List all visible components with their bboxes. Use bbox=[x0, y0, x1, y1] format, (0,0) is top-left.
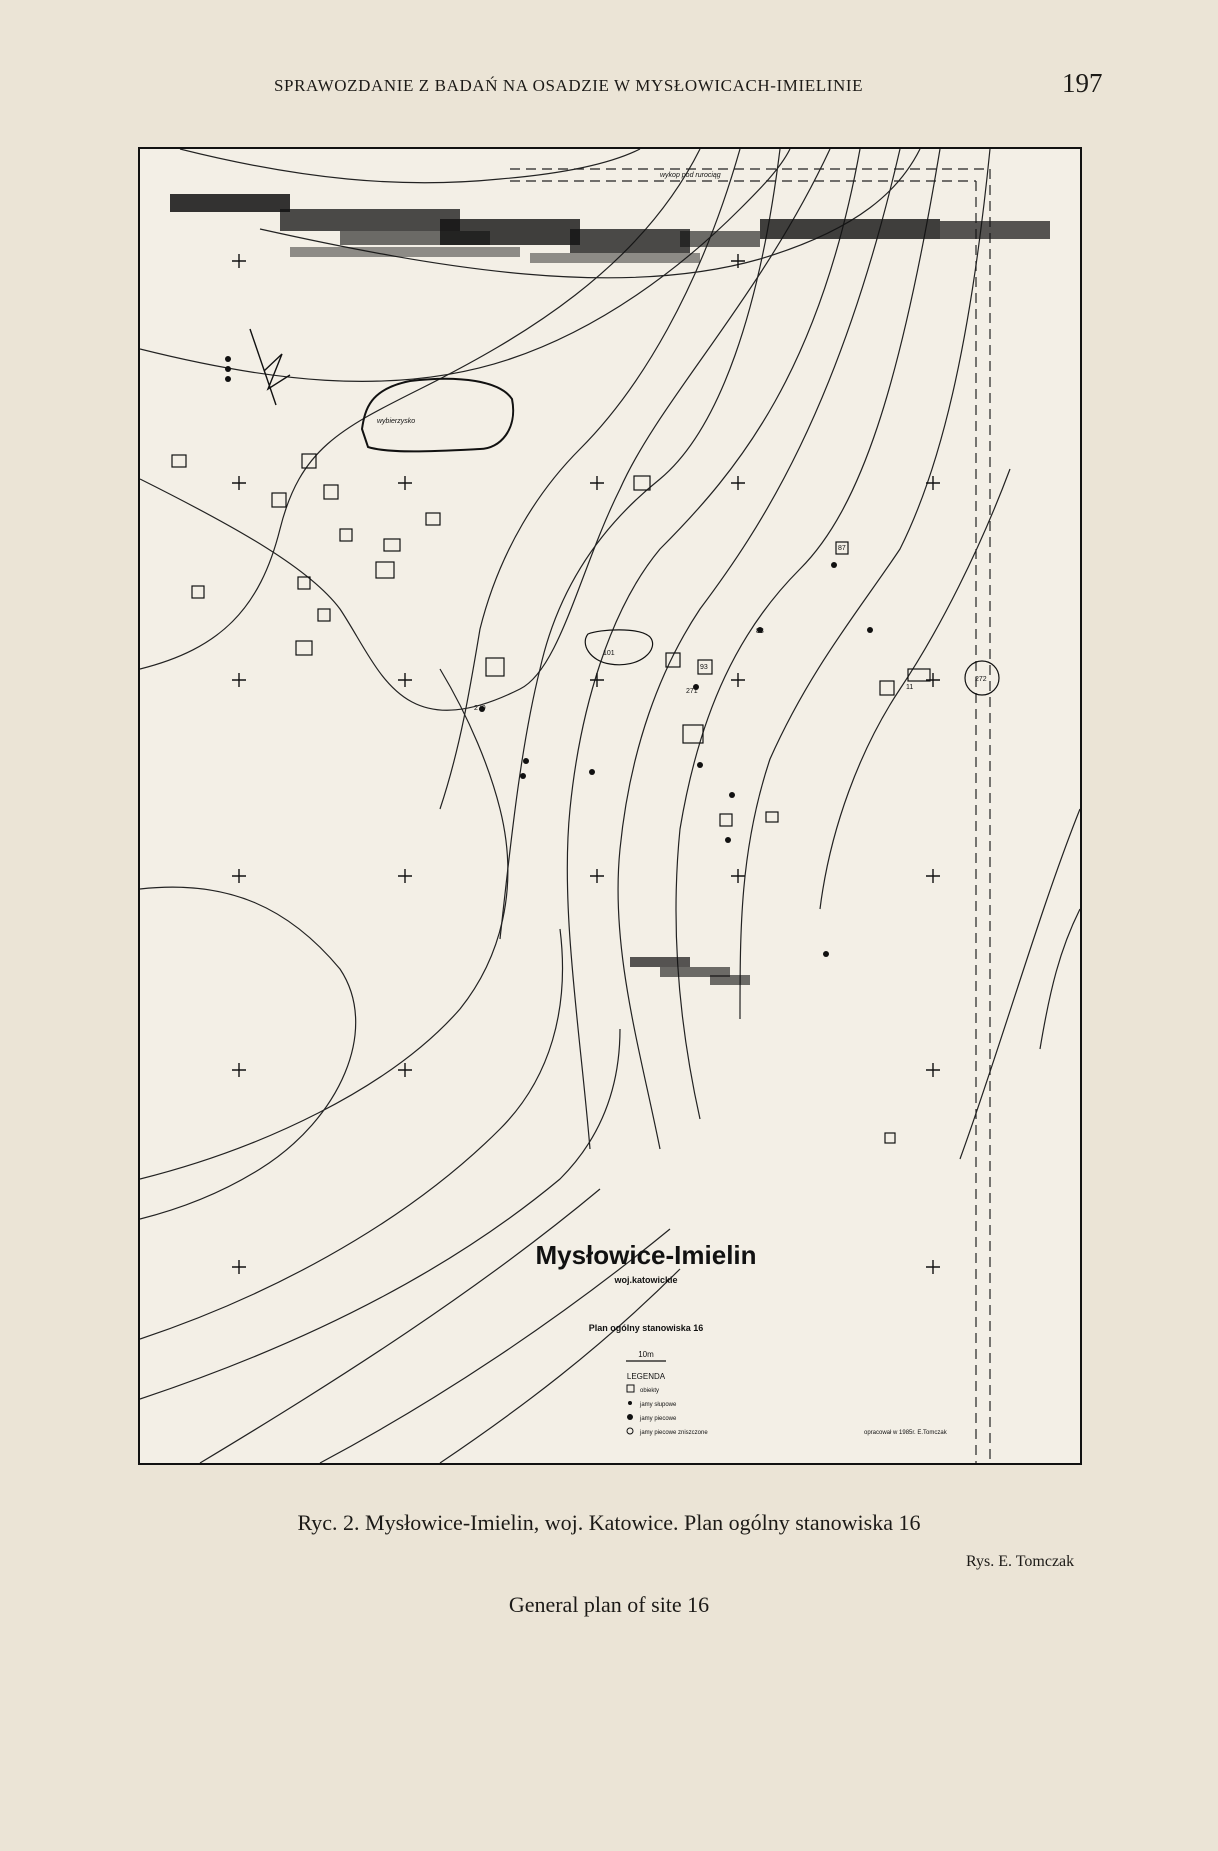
legend-symbol-kiln bbox=[627, 1414, 633, 1420]
map-subtitle: woj.katowickie bbox=[614, 1275, 678, 1285]
figure-caption-polish: Ryc. 2. Mysłowice-Imielin, woj. Katowice. Plan ogólny stanowiska 16 bbox=[297, 1510, 921, 1535]
running-head: SPRAWOZDANIE Z BADAŃ NA OSADZIE W MYSŁOWICACH-IMIELINIE bbox=[274, 76, 864, 95]
feature-number: 270 bbox=[474, 705, 486, 712]
figure-caption-english: General plan of site 16 bbox=[508, 1592, 710, 1617]
legend bbox=[627, 1385, 708, 1436]
map-title: Mysłowice-Imielin bbox=[535, 1240, 757, 1270]
legend-symbol-posthole bbox=[628, 1401, 632, 1405]
map-title-block bbox=[535, 1240, 756, 1381]
legend-item: jamy piecowe zniszczone bbox=[640, 1430, 708, 1436]
figure-credit: Rys. E. Tomczak bbox=[966, 1553, 1075, 1570]
grid-crosses bbox=[232, 254, 940, 1274]
legend-symbol-destroyed-kiln bbox=[627, 1428, 633, 1434]
north-arrow bbox=[250, 329, 290, 405]
feature-number: 87 bbox=[838, 545, 846, 552]
feature-cluster-top bbox=[170, 194, 1050, 263]
site-plan-map bbox=[140, 149, 1080, 1463]
legend-item: jamy piecowe bbox=[640, 1416, 677, 1422]
feature-cluster-lower bbox=[630, 957, 750, 985]
feature-number: 88 bbox=[756, 628, 764, 635]
legend-symbol-object bbox=[627, 1385, 634, 1392]
legend-item: obiekty bbox=[640, 1388, 660, 1394]
site-plan-figure bbox=[138, 147, 1082, 1465]
pit-label: wybierzysko bbox=[377, 418, 416, 425]
legend-title: LEGENDA bbox=[626, 1372, 666, 1381]
feature-number: 272 bbox=[975, 676, 987, 683]
page-number: 197 bbox=[1062, 68, 1103, 98]
feature-number: 11 bbox=[906, 684, 914, 691]
feature-number: 101 bbox=[603, 650, 615, 657]
legend-item: jamy słupowe bbox=[640, 1402, 677, 1408]
feature-outlines bbox=[172, 379, 999, 1143]
author-note: opracował w 1985r. E.Tomczak bbox=[864, 1430, 947, 1436]
feature-number: 93 bbox=[700, 664, 708, 671]
plan-title: Plan ogólny stanowiska 16 bbox=[588, 1323, 704, 1333]
trench-label: wykop pod rurociąg bbox=[660, 172, 721, 179]
scale-label: 10m bbox=[638, 1350, 654, 1359]
feature-number: 271 bbox=[686, 688, 698, 695]
